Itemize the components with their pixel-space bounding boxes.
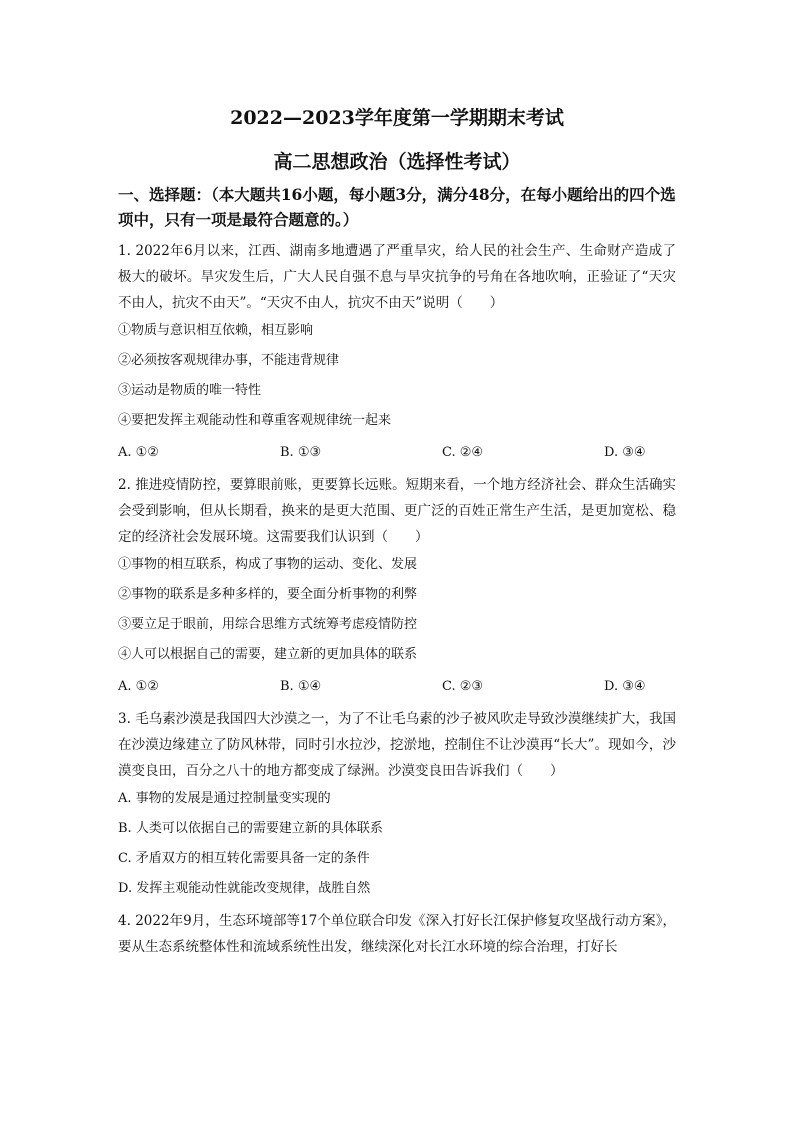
question-4-stem: 4. 2022年9月，生态环境部等17个单位联合印发《深入打好长江保护修复攻坚战行动方案》，要从生态系统整体性和流域系统性出发，继续深化对长江水环境的综合治理，打好长: [118, 913, 676, 955]
question-1-statement-1: ①物质与意识相互依赖，相互影响: [118, 323, 314, 338]
question-3-option-a: A. 事物的发展是通过控制量变实现的: [118, 791, 331, 806]
question-1-choice-c: C. ②④: [442, 445, 484, 460]
question-1-choice-d: D. ③④: [604, 445, 646, 460]
question-1: [118, 238, 676, 468]
question-4: [118, 908, 676, 960]
question-2-stem: 2. 推进疫情防控，要算眼前账，更要算长远账。短期来看，一个地方经济社会、群众生活确实会受到影响，但从长期看，换来的是更大范围、更广泛的百姓正常生产生活，是更加宽松、稳定的经济社会发展环境。这需要我们认识到（ ）: [118, 477, 676, 545]
question-1-choices: [118, 438, 676, 468]
exam-subtitle: 高二思想政治（选择性考试）: [273, 151, 521, 173]
question-1-statement-2: ②必须按客观规律办事，不能违背规律: [118, 353, 340, 368]
question-1-stem: 1. 2022年6月以来，江西、湖南多地遭遇了严重旱灾，给人民的社会生产、生命财产造成了极大的破坏。旱灾发生后，广大人民自强不息与旱灾抗争的号角在各地吹响，正验证了“天灾不由人，抗灾不由天”。“天灾不由人，抗灾不由天”说明（ ）: [118, 243, 676, 311]
question-2-choice-b: B. ①④: [280, 679, 322, 694]
exam-title: 2022—2023学年度第一学期期末考试: [230, 107, 564, 129]
question-2: [118, 472, 676, 702]
section-heading: 一、选择题：（本大题共16小题，每小题3分，满分48分，在每小题给出的四个选项中，只有一项是最符合题意的。）: [118, 185, 676, 229]
question-1-choice-a: A. ①②: [118, 445, 159, 460]
question-1-statement-4: ④要把发挥主观能动性和尊重客观规律统一起来: [118, 413, 392, 428]
question-2-statement-3: ③要立足于眼前，用综合思维方式统筹考虑疫情防控: [118, 617, 418, 632]
question-1-statement-3: ③运动是物质的唯一特性: [118, 383, 262, 398]
question-3-stem: 3. 毛乌素沙漠是我国四大沙漠之一，为了不让毛乌素的沙子被风吹走导致沙漠继续扩大，我国在沙漠边缘建立了防风林带，同时引水拉沙，挖淤地，控制住不让沙漠再“长大”。现如今，沙漠变良田，百分之八十的地方都变成了绿洲。沙漠变良田告诉我们（ ）: [118, 711, 676, 779]
question-2-choice-d: D. ③④: [604, 679, 646, 694]
question-3-option-c: C. 矛盾双方的相互转化需要具备一定的条件: [118, 851, 370, 866]
question-2-statement-4: ④人可以根据自己的需要，建立新的更加具体的联系: [118, 647, 418, 662]
question-3-option-b: B. 人类可以依据自己的需要建立新的具体联系: [118, 821, 383, 836]
question-2-choices: [118, 672, 676, 702]
question-3: [118, 706, 676, 904]
question-2-choice-a: A. ①②: [118, 679, 159, 694]
question-2-choice-c: C. ②③: [442, 679, 484, 694]
question-3-option-d: D. 发挥主观能动性就能改变规律，战胜自然: [118, 881, 371, 896]
question-1-choice-b: B. ①③: [280, 445, 322, 460]
page-content: [118, 104, 676, 960]
question-2-statement-2: ②事物的联系是多种多样的，要全面分析事物的利弊: [118, 587, 418, 602]
question-2-statement-1: ①事物的相互联系，构成了事物的运动、变化、发展: [118, 557, 418, 572]
